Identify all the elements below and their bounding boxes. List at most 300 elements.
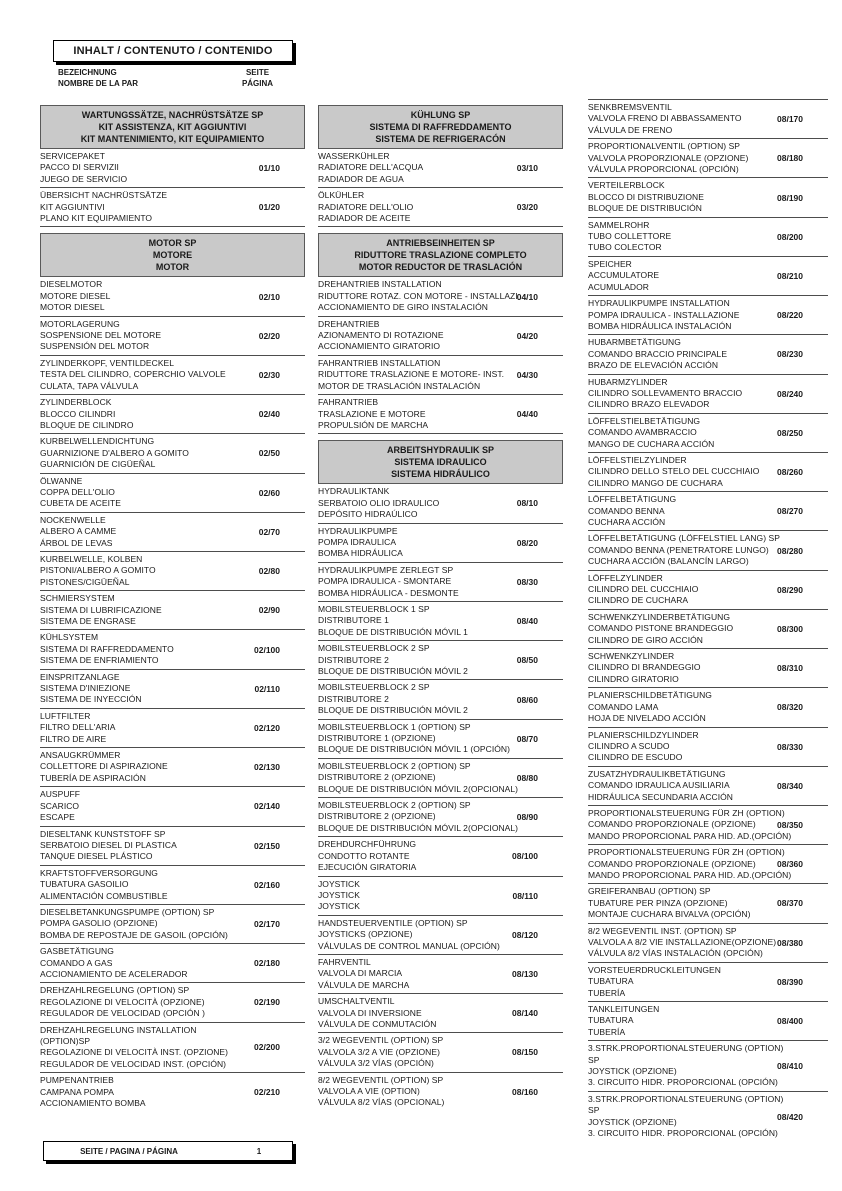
entry-line: LUFTFILTER bbox=[40, 710, 91, 721]
toc-entry bbox=[40, 1073, 305, 1111]
entry-line: SISTEMA DE ENGRASE bbox=[40, 616, 136, 626]
entry-page-number: 02/10 bbox=[258, 291, 280, 302]
entry-line: JUEGO DE SERVICIO bbox=[40, 173, 128, 184]
entry-line: COMANDO BENNA (PENETRATORE LUNGO) bbox=[588, 544, 769, 555]
entry-line: VÁLVULA DE FRENO bbox=[588, 124, 673, 135]
entry-page-number: 08/230 bbox=[777, 349, 803, 360]
entry-line: 3.STRK.PROPORTIONALSTEUERUNG (OPTION) bbox=[588, 1043, 784, 1054]
entry-page-number: 02/90 bbox=[258, 605, 280, 616]
toc-entry bbox=[40, 1023, 305, 1074]
toc-entry bbox=[40, 670, 305, 709]
entry-line: CILINDRO DE GIRO ACCIÓN bbox=[588, 634, 703, 645]
entry-line: DISTRIBUTORE 2 bbox=[318, 693, 389, 704]
section-header-line: KIT MANTENIMIENTO, KIT EQUIPAMIENTO bbox=[80, 134, 265, 144]
entry-line: HIDRÁULICA SECUNDARIA ACCIÓN bbox=[588, 791, 733, 802]
toc-entry bbox=[588, 571, 828, 610]
entry-line: ÖLWANNE bbox=[40, 475, 83, 486]
section-header-line: MOTORE bbox=[152, 250, 193, 261]
column-header-page bbox=[225, 67, 290, 89]
toc-entry bbox=[318, 277, 563, 316]
entry-line: SP bbox=[588, 1105, 600, 1116]
entry-line: TANKLEITUNGEN bbox=[588, 1004, 660, 1015]
entry-line: HOJA DE NIVELADO ACCIÓN bbox=[588, 713, 706, 724]
entry-line: VALVOLA DI MARCIA bbox=[318, 968, 403, 979]
entry-line: COMANDO A GAS bbox=[40, 957, 113, 968]
entry-page-number: 02/180 bbox=[254, 958, 280, 969]
entry-line: AZIONAMENTO DI ROTAZIONE bbox=[318, 330, 444, 341]
toc-entry bbox=[40, 434, 305, 473]
entry-line: DIESELMOTOR bbox=[40, 279, 103, 290]
entry-line: TANQUE DIESEL PLÁSTICO bbox=[40, 851, 153, 862]
entry-line: POMPA IDRAULICA - SMONTARE bbox=[318, 576, 452, 587]
entry-page-number: 02/60 bbox=[258, 487, 280, 498]
entry-page-number: 02/140 bbox=[254, 801, 280, 812]
entry-page-number: 03/20 bbox=[516, 202, 538, 213]
entry-line: BLOQUE DE DISTRIBUCIÓN MÓVIL 2 bbox=[318, 705, 468, 716]
entry-page-number: 08/110 bbox=[512, 890, 538, 901]
toc-entry bbox=[318, 356, 563, 395]
toc-entry bbox=[588, 139, 828, 178]
toc-entry bbox=[588, 531, 828, 570]
entry-page-number: 08/170 bbox=[777, 114, 803, 125]
entry-line: COMANDO AVAMBRACCIO bbox=[588, 427, 697, 438]
entry-line: DISTRIBUTORE 1 (OPZIONE) bbox=[318, 733, 436, 744]
toc-entry bbox=[40, 356, 305, 395]
toc-entry bbox=[40, 149, 305, 188]
toc-entry bbox=[588, 453, 828, 492]
entry-page-number: 08/290 bbox=[777, 584, 803, 595]
entry-line: SCHWENKZYLINDER bbox=[588, 651, 675, 662]
toc-entry bbox=[40, 188, 305, 227]
section-header bbox=[318, 233, 563, 277]
entry-page-number: 02/150 bbox=[254, 840, 280, 851]
entry-page-number: 08/140 bbox=[512, 1008, 538, 1019]
entry-line: MOBILSTEUERBLOCK 1 SP bbox=[318, 603, 430, 614]
entry-page-number: 08/30 bbox=[516, 576, 538, 587]
entry-line: HYDRAULIKPUMPE INSTALLATION bbox=[588, 298, 730, 309]
entry-line: BLOQUE DE DISTRIBUCIÓN bbox=[588, 203, 702, 214]
entry-line: SISTEMA DI RAFFREDDAMENTO bbox=[40, 643, 174, 654]
entry-line: KÜHLSYSTEM bbox=[40, 632, 99, 643]
entry-line: BOMBA HIDRÁULICA - DESMONTE bbox=[318, 587, 459, 598]
entry-line: CILINDRO DE ESCUDO bbox=[588, 752, 683, 763]
entry-line: TUBERÍA DE ASPIRACIÓN bbox=[40, 772, 146, 783]
entry-page-number: 02/170 bbox=[254, 919, 280, 930]
entry-line: RADIATORE DELL'ACQUA bbox=[318, 162, 424, 173]
section-header-line: SISTEMA DI RAFFREDDAMENTO bbox=[369, 122, 512, 132]
section-header-line: SISTEMA IDRAULICO bbox=[394, 457, 487, 468]
entry-line: ÖLKÜHLER bbox=[318, 190, 365, 201]
entry-line: SENKBREMSVENTIL bbox=[588, 102, 672, 112]
toc-entry bbox=[318, 484, 563, 523]
toc-entry bbox=[318, 720, 563, 759]
entry-line: LÖFFELSTIELBETÄTIGUNG bbox=[588, 415, 701, 426]
entry-line: SP bbox=[588, 1054, 600, 1065]
toc-entry bbox=[318, 149, 563, 188]
entry-line: TUBATURA GASOILIO bbox=[40, 879, 129, 890]
toc-entry bbox=[40, 944, 305, 983]
entry-line: DIESELBETANKUNGSPUMPE (OPTION) SP bbox=[40, 906, 215, 917]
entry-line: ACCIONAMIENTO DE ACELERADOR bbox=[40, 968, 188, 979]
entry-line: BLOQUE DE DISTRIBUCIÓN MÓVIL 2 bbox=[318, 666, 468, 676]
entry-page-number: 08/350 bbox=[777, 820, 803, 831]
entry-line: UMSCHALTVENTIL bbox=[318, 996, 395, 1007]
entry-line: CUCHARA ACCIÓN (BALANCÍN LARGO) bbox=[588, 556, 749, 567]
entry-page-number: 02/160 bbox=[254, 879, 280, 890]
entry-line: DISTRIBUTORE 1 bbox=[318, 615, 389, 626]
entry-line: BOMBA HIDRÁULICA INSTALACIÓN bbox=[588, 320, 732, 331]
toc-entry bbox=[40, 513, 305, 552]
entry-line: MOTOR DIESEL bbox=[40, 302, 105, 313]
entry-line: ZYLINDERKOPF, VENTILDECKEL bbox=[40, 357, 175, 368]
section-header-line: ARBEITSHYDRAULIK SP bbox=[386, 445, 494, 456]
entry-line: PLANIERSCHILDBETÄTIGUNG bbox=[588, 690, 712, 701]
toc-entry bbox=[318, 877, 563, 916]
entry-line: KURBELWELLENDICHTUNG bbox=[40, 436, 155, 447]
entry-line: CILINDRO A SCUDO bbox=[588, 740, 670, 751]
entry-line: CILINDRO DE CUCHARA bbox=[588, 595, 689, 606]
entry-page-number: 04/10 bbox=[516, 291, 538, 302]
entry-page-number: 08/220 bbox=[777, 310, 803, 321]
toc-entry bbox=[318, 1033, 563, 1072]
entry-line: BLOQUE DE DISTRIBUCIÓN MÓVIL 2(OPCIONAL) bbox=[318, 822, 519, 833]
entry-page-number: 01/20 bbox=[258, 202, 280, 213]
entry-page-number: 08/380 bbox=[777, 937, 803, 948]
toc-entry bbox=[588, 610, 828, 649]
entry-line: SCHWENKZYLINDERBETÄTIGUNG bbox=[588, 611, 730, 622]
entry-line: 8/2 WEGEVENTIL (OPTION) SP bbox=[318, 1074, 444, 1085]
toc-entry bbox=[318, 837, 563, 876]
toc-entry bbox=[318, 759, 563, 798]
entry-line: MOTORE DIESEL bbox=[40, 290, 111, 301]
entry-line: TUBERÍA bbox=[588, 987, 626, 998]
entry-line: PROPORTIONALVENTIL (OPTION) SP bbox=[588, 141, 741, 152]
entry-line: HYDRAULIKPUMPE bbox=[318, 525, 398, 536]
entry-line: GREIFERANBAU (OPTION) SP bbox=[588, 886, 711, 897]
entry-line: BLOQUE DE DISTRIBUCIÓN MÓVIL 1 (OPCIÓN) bbox=[318, 744, 510, 755]
section-header-line: ANTRIEBSEINHEITEN SP bbox=[386, 238, 495, 249]
entry-line: MOBILSTEUERBLOCK 1 (OPTION) SP bbox=[318, 721, 471, 732]
entry-line: FAHRVENTIL bbox=[318, 956, 371, 967]
entry-line: SCARICO bbox=[40, 800, 80, 811]
entry-line: FAHRANTRIEB bbox=[318, 397, 379, 408]
entry-line: SERBATOIO DIESEL DI PLASTICA bbox=[40, 839, 177, 850]
toc-entry bbox=[588, 806, 828, 845]
entry-line: SISTEMA DE INYECCIÓN bbox=[40, 694, 142, 705]
entry-line: HANDSTEUERVENTILE (OPTION) SP bbox=[318, 917, 468, 928]
toc-entry bbox=[40, 630, 305, 669]
column-header-designation-line1: BEZEICHNUNG bbox=[58, 68, 117, 77]
entry-line: JOYSTICK bbox=[318, 889, 360, 900]
entry-line: RIDUTTORE TRASLAZIONE E MOTORE- INST. bbox=[318, 369, 505, 380]
entry-line: 3/2 WEGEVENTIL (OPTION) SP bbox=[318, 1035, 444, 1046]
entry-page-number: 08/340 bbox=[777, 780, 803, 791]
entry-page-number: 08/80 bbox=[516, 772, 538, 783]
footer-page-number: 1 bbox=[256, 1146, 262, 1156]
entry-line: ZYLINDERBLOCK bbox=[40, 397, 112, 408]
entry-line: WASSERKÜHLER bbox=[318, 151, 390, 161]
toc-entry bbox=[588, 688, 828, 727]
entry-line: PUMPENANTRIEB bbox=[40, 1075, 114, 1086]
entry-line: LÖFFELSTIELZYLINDER bbox=[588, 454, 687, 465]
section-header bbox=[40, 233, 305, 277]
entry-page-number: 02/190 bbox=[254, 997, 280, 1008]
entry-line: SERBATOIO OLIO IDRAULICO bbox=[318, 497, 440, 508]
toc-entry bbox=[588, 100, 828, 139]
entry-page-number: 02/210 bbox=[254, 1087, 280, 1098]
entry-line: MANGO DE CUCHARA ACCIÓN bbox=[588, 438, 715, 449]
entry-line: SOSPENSIONE DEL MOTORE bbox=[40, 330, 162, 341]
entry-line: SUSPENSIÓN DEL MOTOR bbox=[40, 341, 150, 352]
entry-line: COMANDO PISTONE BRANDEGGIO bbox=[588, 623, 734, 634]
entry-line: PISTONES/CIGÜEÑAL bbox=[40, 576, 130, 587]
entry-page-number: 08/90 bbox=[516, 812, 538, 823]
section-header-line: SISTEMA HIDRÁULICO bbox=[391, 469, 490, 480]
entry-line: FILTRO DELL'ARIA bbox=[40, 722, 116, 733]
toc-entry bbox=[40, 905, 305, 944]
footer-page-box bbox=[43, 1141, 293, 1161]
entry-line: VÁLVULA 3/2 VÍAS (OPCIÓN) bbox=[318, 1058, 434, 1069]
section-header-line: MOTOR bbox=[155, 262, 190, 273]
entry-line: SISTEMA DE ENFRIAMIENTO bbox=[40, 655, 159, 666]
entry-line: DREHZAHLREGELUNG INSTALLATION bbox=[40, 1024, 197, 1035]
entry-line: MOBILSTEUERBLOCK 2 SP bbox=[318, 643, 430, 654]
toc-entry bbox=[318, 641, 563, 680]
entry-line: PROPORTIONALSTEUERUNG FÜR ZH (OPTION) bbox=[588, 847, 785, 858]
entry-line: DREHDURCHFÜHRUNG bbox=[318, 839, 417, 850]
entry-line: LÖFFELBETÄTIGUNG bbox=[588, 494, 677, 505]
entry-line: ANSAUGKRÜMMER bbox=[40, 750, 121, 761]
entry-line: FAHRANTRIEB INSTALLATION bbox=[318, 357, 441, 368]
entry-page-number: 02/100 bbox=[254, 644, 280, 655]
entry-line: EINSPRITZANLAGE bbox=[40, 671, 120, 682]
entry-line: TRASLAZIONE E MOTORE bbox=[318, 408, 426, 419]
entry-line: RADIADOR DE AGUA bbox=[318, 173, 404, 184]
footer-page-label: SEITE / PAGINA / PÁGINA bbox=[80, 1146, 178, 1156]
entry-line: LÖFFELBETÄTIGUNG (LÖFFELSTIEL LANG) SP bbox=[588, 533, 780, 544]
toc-entry bbox=[40, 317, 305, 356]
entry-line: TUBATURA bbox=[588, 1015, 634, 1026]
entry-page-number: 02/70 bbox=[258, 526, 280, 537]
entry-line: POMPA IDRAULICA - INSTALLAZIONE bbox=[588, 309, 740, 320]
entry-line: ACCIONAMIENTO GIRATORIO bbox=[318, 341, 441, 352]
entry-page-number: 08/320 bbox=[777, 702, 803, 713]
entry-page-number: 08/240 bbox=[777, 388, 803, 399]
entry-page-number: 02/80 bbox=[258, 566, 280, 577]
entry-line: DISTRIBUTORE 2 (OPZIONE) bbox=[318, 811, 436, 822]
column-header-designation bbox=[58, 67, 138, 89]
column-header-page-line2: PÁGINA bbox=[241, 79, 274, 88]
entry-line: KIT AGGIUNTIVI bbox=[40, 201, 105, 212]
entry-line: CILINDRO BRAZO ELEVADOR bbox=[588, 399, 710, 410]
entry-line: NOCKENWELLE bbox=[40, 514, 106, 525]
entry-line: COMANDO PROPORZIONALE (OPZIONE) bbox=[588, 819, 756, 830]
section-header-line: SISTEMA DE REFRIGERACÓN bbox=[375, 134, 506, 144]
entry-line: MOTOR DE TRASLACIÓN INSTALACIÓN bbox=[318, 380, 481, 391]
toc-column-2 bbox=[318, 105, 563, 1111]
entry-line: VÁLVULA 8/2 VÍAS INSTALACIÓN (OPCIÓN) bbox=[588, 948, 763, 959]
entry-line: COMANDO BENNA bbox=[588, 505, 665, 516]
entry-line: ACCIONAMIENTO DE GIRO INSTALACIÓN bbox=[318, 302, 488, 313]
toc-entry bbox=[40, 787, 305, 826]
entry-line: SAMMELROHR bbox=[588, 219, 650, 230]
entry-page-number: 02/50 bbox=[258, 448, 280, 459]
entry-line: MOBILSTEUERBLOCK 2 (OPTION) SP bbox=[318, 760, 471, 771]
entry-page-number: 08/300 bbox=[777, 623, 803, 634]
entry-line: 3. CIRCUITO HIDR. PROPORCIONAL (OPCIÓN) bbox=[588, 1077, 778, 1088]
entry-line: JOYSTICK bbox=[318, 878, 360, 889]
entry-line: ALBERO A CAMME bbox=[40, 526, 117, 537]
entry-line: VÁLVULAS DE CONTROL MANUAL (OPCIÓN) bbox=[318, 940, 500, 951]
entry-line: COMANDO BRACCIO PRINCIPALE bbox=[588, 348, 728, 359]
entry-page-number: 02/120 bbox=[254, 722, 280, 733]
entry-line: TUBERÍA bbox=[588, 1026, 626, 1037]
entry-line: VÁLVULA 8/2 VÍAS (OPCIONAL) bbox=[318, 1097, 445, 1108]
entry-page-number: 02/40 bbox=[258, 409, 280, 420]
entry-page-number: 08/40 bbox=[516, 616, 538, 627]
entry-line: TUBO COLLETTORE bbox=[588, 231, 672, 242]
entry-line: TUBATURE PER PINZA (OPZIONE) bbox=[588, 897, 728, 908]
toc-column-1 bbox=[40, 105, 305, 1111]
entry-line: SCHMIERSYSTEM bbox=[40, 593, 115, 604]
entry-line: REGULADOR DE VELOCIDAD INST. (OPCIÓN) bbox=[40, 1058, 227, 1069]
entry-line: MOTORLAGERUNG bbox=[40, 318, 120, 329]
entry-page-number: 08/100 bbox=[512, 851, 538, 862]
entry-line: LÖFFELZYLINDER bbox=[588, 572, 663, 583]
entry-line: RIDUTTORE ROTAZ. CON MOTORE - INSTALLAZI bbox=[318, 290, 518, 301]
entry-line: SERVICEPAKET bbox=[40, 151, 106, 161]
entry-line: BLOCCO DI DISTRIBUZIONE bbox=[588, 191, 704, 202]
entry-line: SISTEMA D'INIEZIONE bbox=[40, 683, 131, 694]
section-header bbox=[318, 440, 563, 484]
entry-page-number: 08/160 bbox=[512, 1086, 538, 1097]
entry-line: MOBILSTEUERBLOCK 2 SP bbox=[318, 682, 430, 693]
toc-entry bbox=[318, 680, 563, 719]
entry-line: CILINDRO GIRATORIO bbox=[588, 673, 679, 684]
entry-page-number: 02/110 bbox=[254, 683, 280, 694]
entry-page-number: 02/20 bbox=[258, 330, 280, 341]
toc-column-3 bbox=[588, 99, 828, 1142]
entry-line: PLANIERSCHILDZYLINDER bbox=[588, 729, 699, 740]
entry-page-number: 01/10 bbox=[258, 163, 280, 174]
entry-line: DREHZAHLREGELUNG (OPTION) SP bbox=[40, 985, 190, 996]
section-header-line: MOTOR REDUCTOR DE TRASLACIÓN bbox=[358, 262, 523, 273]
toc-entry bbox=[318, 1073, 563, 1111]
entry-line: DISTRIBUTORE 2 (OPZIONE) bbox=[318, 772, 436, 783]
entry-line: TUBO COLECTOR bbox=[588, 242, 662, 253]
entry-line: VALVOLA A VIE (OPTION) bbox=[318, 1086, 420, 1096]
document-title-box bbox=[53, 40, 293, 62]
entry-line: GUARNIZIONE D'ALBERO A GOMITO bbox=[40, 447, 189, 458]
entry-line: VALVOLA PROPORZIONALE (OPZIONE) bbox=[588, 152, 749, 163]
entry-line: VALVOLA FRENO DI ABBASSAMENTO bbox=[588, 113, 742, 124]
entry-line: FILTRO DE AIRE bbox=[40, 733, 107, 744]
entry-line: JOYSTICKS (OPZIONE) bbox=[318, 929, 413, 940]
toc-entry bbox=[318, 395, 563, 434]
entry-page-number: 02/130 bbox=[254, 762, 280, 773]
entry-line: 3. CIRCUITO HIDR. PROPORCIONAL (OPCIÓN) bbox=[588, 1128, 778, 1139]
entry-line: MANDO PROPORCIONAL PARA HID. AD.(OPCIÓN) bbox=[588, 869, 792, 880]
entry-line: BLOQUE DE CILINDRO bbox=[40, 419, 134, 430]
entry-page-number: 08/60 bbox=[516, 694, 538, 705]
entry-line: KRAFTSTOFFVERSORGUNG bbox=[40, 867, 158, 878]
entry-line: VORSTEUERDRUCKLEITUNGEN bbox=[588, 964, 721, 975]
entry-line: BOMBA DE REPOSTAJE DE GASOIL (OPCIÓN) bbox=[40, 929, 228, 940]
toc-entry bbox=[588, 845, 828, 884]
entry-line: REGOLAZIONE DI VELOCITÀ (OPZIONE) bbox=[40, 996, 205, 1007]
toc-entry bbox=[588, 492, 828, 531]
entry-page-number: 08/310 bbox=[777, 663, 803, 674]
toc-entry bbox=[318, 994, 563, 1033]
entry-line: PISTONI/ALBERO A GOMITO bbox=[40, 565, 156, 576]
toc-entry bbox=[588, 178, 828, 217]
entry-line: GASBETÄTIGUNG bbox=[40, 946, 114, 957]
entry-page-number: 08/150 bbox=[512, 1047, 538, 1058]
entry-line: TESTA DEL CILINDRO, COPERCHIO VALVOLE bbox=[40, 369, 226, 380]
entry-line: CULATA, TAPA VÁLVULA bbox=[40, 380, 139, 391]
toc-entry bbox=[318, 916, 563, 955]
entry-line: MANDO PROPORCIONAL PARA HID. AD.(OPCIÓN) bbox=[588, 830, 792, 841]
toc-entry bbox=[588, 924, 828, 963]
section-header-line: WARTUNGSSÄTZE, NACHRÜSTSÄTZE SP bbox=[81, 110, 264, 120]
entry-line: JOYSTICK bbox=[318, 901, 360, 912]
entry-page-number: 04/40 bbox=[516, 409, 538, 420]
entry-page-number: 08/270 bbox=[777, 506, 803, 517]
entry-line: BLOCCO CILINDRI bbox=[40, 408, 116, 419]
toc-entry bbox=[588, 375, 828, 414]
section-header bbox=[318, 105, 563, 149]
entry-line: VALVOLA A 8/2 VIE INSTALLAZIONE(OPZIONE) bbox=[588, 937, 777, 947]
entry-page-number: 08/390 bbox=[777, 976, 803, 987]
entry-line: BOMBA HIDRÁULICA bbox=[318, 548, 403, 559]
entry-line: HYDRAULIKPUMPE ZERLEGT SP bbox=[318, 564, 454, 575]
entry-line: CUBETA DE ACEITE bbox=[40, 498, 121, 509]
entry-page-number: 08/130 bbox=[512, 969, 538, 980]
entry-line: COPPA DELL'OLIO bbox=[40, 486, 115, 497]
entry-page-number: 08/400 bbox=[777, 1016, 803, 1027]
entry-line: 8/2 WEGEVENTIL INST. (OPTION) SP bbox=[588, 925, 737, 936]
entry-line: VÁLVULA PROPORCIONAL (OPCIÓN) bbox=[588, 164, 739, 175]
toc-entry bbox=[588, 767, 828, 806]
entry-line: REGULADOR DE VELOCIDAD (OPCIÓN ) bbox=[40, 1008, 206, 1019]
section-header-line: KÜHLUNG SP bbox=[410, 110, 471, 120]
entry-page-number: 02/200 bbox=[254, 1042, 280, 1053]
entry-line: POMPA IDRAULICA bbox=[318, 536, 397, 547]
entry-page-number: 08/330 bbox=[777, 741, 803, 752]
entry-page-number: 08/370 bbox=[777, 898, 803, 909]
toc-entry bbox=[40, 983, 305, 1022]
entry-line: CILINDRO MANGO DE CUCHARA bbox=[588, 477, 723, 488]
toc-entry bbox=[588, 649, 828, 688]
entry-line: MONTAJE CUCHARA BIVALVA (OPCIÓN) bbox=[588, 909, 751, 920]
entry-line: JOYSTICK (OPZIONE) bbox=[588, 1066, 677, 1077]
toc-entry bbox=[40, 277, 305, 316]
column-header-designation-line2: NOMBRE DE LA PAR bbox=[58, 79, 138, 88]
entry-line: DREHANTRIEB bbox=[318, 318, 380, 329]
entry-line: COMANDO LAMA bbox=[588, 701, 659, 712]
entry-line: PACCO DI SERVIZII bbox=[40, 162, 119, 173]
toc-entry bbox=[588, 963, 828, 1002]
entry-page-number: 08/120 bbox=[512, 929, 538, 940]
entry-page-number: 08/360 bbox=[777, 859, 803, 870]
entry-line: PROPORTIONALSTEUERUNG FÜR ZH (OPTION) bbox=[588, 807, 785, 818]
entry-line: 3.STRK.PROPORTIONALSTEUERUNG (OPTION) bbox=[588, 1093, 784, 1104]
entry-page-number: 08/70 bbox=[516, 733, 538, 744]
toc-entry bbox=[40, 709, 305, 748]
section-header bbox=[40, 105, 305, 149]
toc-entry bbox=[588, 728, 828, 767]
entry-line: AUSPUFF bbox=[40, 789, 81, 800]
